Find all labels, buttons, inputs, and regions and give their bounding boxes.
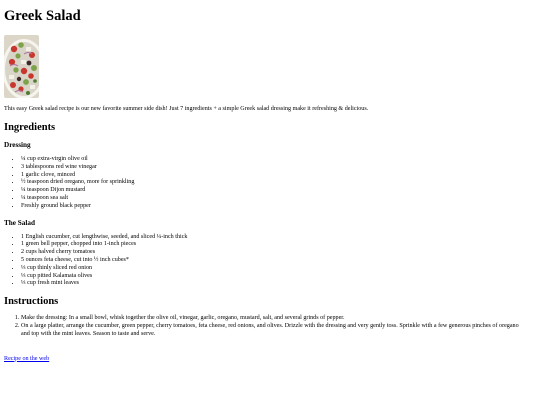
list-item: • 1 garlic clove, minced [21, 172, 536, 180]
salad-heading: The Salad [4, 218, 35, 227]
list-item: • ½ teaspoon dried oregano, more for sprinkling [21, 179, 536, 187]
instructions-heading: Instructions [4, 296, 59, 308]
list-item: • ¼ teaspoon sea salt [21, 195, 536, 203]
list-item: • ¼ teaspoon Dijon mustard [21, 187, 536, 195]
dressing-list [4, 156, 536, 211]
recipe-intro: This easy Greek salad recipe is our new favorite summer side dish! Just 7 ingredients + a simple Greek salad dressing make it refreshing & delicious. [4, 106, 369, 112]
instructions-list [4, 315, 536, 338]
instruction-step: 2. On a large platter, arrange the cucumber, green pepper, cherry tomatoes, feta cheese, red onions, and olives. Drizzle with the dressing and very gently toss. Sprinkle with a few generous pinches of oregano and top with the mint leaves. Season to taste and serve. [21, 323, 526, 339]
instruction-step: 1. Make the dressing: In a small bowl, whisk together the olive oil, vinegar, garlic, oregano, mustard, salt, and several grinds of pepper. [21, 315, 526, 323]
instructions-section [4, 296, 536, 338]
list-item: • 3 tablespoons red wine vinegar [21, 164, 536, 172]
list-item: • ⅓ cup pitted Kalamata olives [21, 273, 536, 281]
list-item: • ⅓ cup thinly sliced red onion [21, 265, 536, 273]
salad-photo [4, 35, 39, 98]
list-item: • 1 green bell pepper, chopped into 1-inch pieces [21, 241, 536, 249]
salad-photo-image [4, 35, 39, 98]
list-item: • 2 cups halved cherry tomatoes [21, 249, 536, 257]
list-item: • 5 ounces feta cheese, cut into ½ inch cubes* [21, 257, 536, 265]
list-item: • ¼ cup extra-virgin olive oil [21, 156, 536, 164]
page-title: Greek Salad [4, 8, 81, 24]
ingredients-section [4, 122, 536, 288]
list-item: • 1 English cucumber, cut lengthwise, seeded, and sliced ¼-inch thick [21, 234, 536, 242]
recipe-web-link[interactable]: Recipe on the web [4, 355, 50, 362]
salad-list [4, 234, 536, 289]
list-item: • ⅓ cup fresh mint leaves [21, 280, 536, 288]
ingredients-heading: Ingredients [4, 122, 56, 133]
dressing-heading: Dressing [4, 141, 31, 149]
list-item: • Freshly ground black pepper [21, 203, 536, 211]
